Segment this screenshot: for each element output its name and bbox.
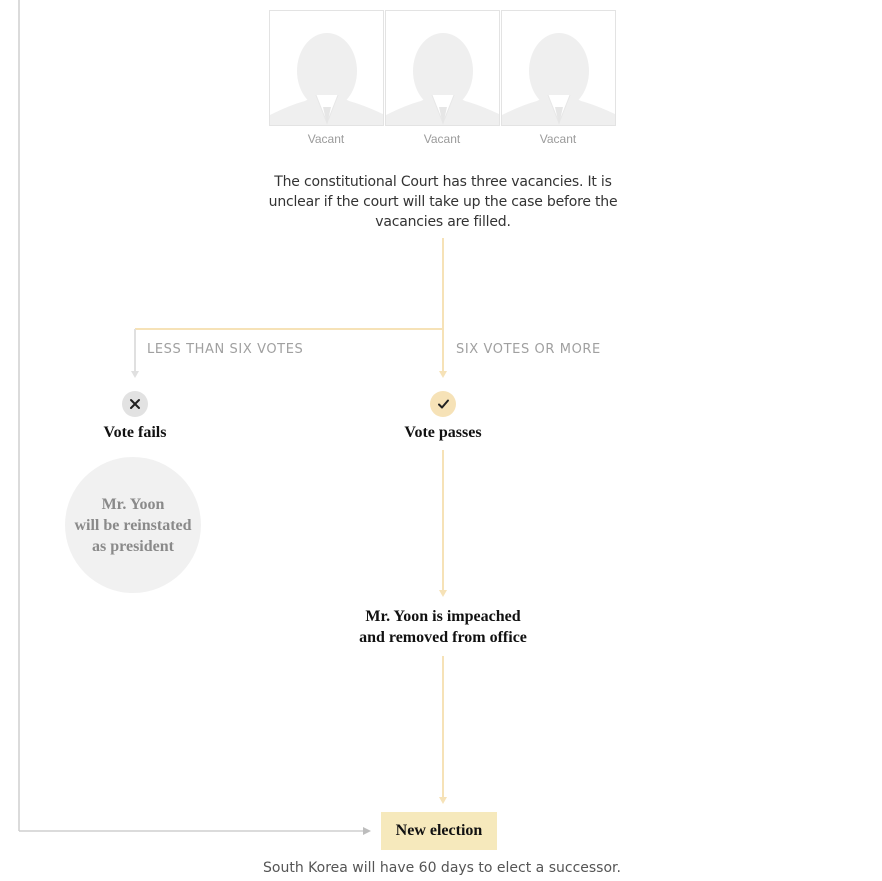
impeached-line-2: and removed from office: [359, 629, 527, 646]
vacancy-note: The constitutional Court has three vacancies. It is unclear if the court will take up the case before the vacancies are filled.: [268, 174, 618, 230]
close-icon: [122, 391, 148, 417]
branch-label-less: LESS THAN SIX VOTES: [147, 342, 304, 357]
seat-3: [501, 10, 616, 126]
vote-fails-title: Vote fails: [103, 424, 167, 441]
impeached-note: [322, 606, 564, 648]
check-icon: [430, 391, 456, 417]
vote-passes-title: Vote passes: [404, 424, 482, 441]
person-silhouette-icon: [502, 11, 616, 126]
seat-3-label: Vacant: [539, 132, 577, 146]
arrow-loop: [363, 827, 371, 835]
reinstated-line-1: Mr. Yoon: [101, 495, 165, 513]
arrow-impeached: [439, 590, 447, 597]
seat-2-label: Vacant: [423, 132, 461, 146]
arrow-right: [439, 371, 447, 378]
seat-2: [385, 10, 500, 126]
reinstated-line-2: will be reinstated: [74, 516, 192, 534]
seat-1: [269, 10, 384, 126]
reinstated-bubble: [65, 457, 201, 593]
person-silhouette-icon: [270, 11, 384, 126]
arrow-election: [439, 797, 447, 804]
arrow-left: [131, 371, 139, 378]
impeached-line-1: Mr. Yoon is impeached: [365, 608, 521, 625]
reinstated-line-3: as president: [92, 537, 174, 555]
person-silhouette-icon: [386, 11, 500, 126]
new-election-box: [381, 812, 497, 850]
branch-label-more: SIX VOTES OR MORE: [456, 342, 601, 357]
election-note: South Korea will have 60 days to elect a successor.: [263, 860, 621, 876]
seat-1-label: Vacant: [307, 132, 345, 146]
new-election-title: New election: [395, 822, 483, 839]
